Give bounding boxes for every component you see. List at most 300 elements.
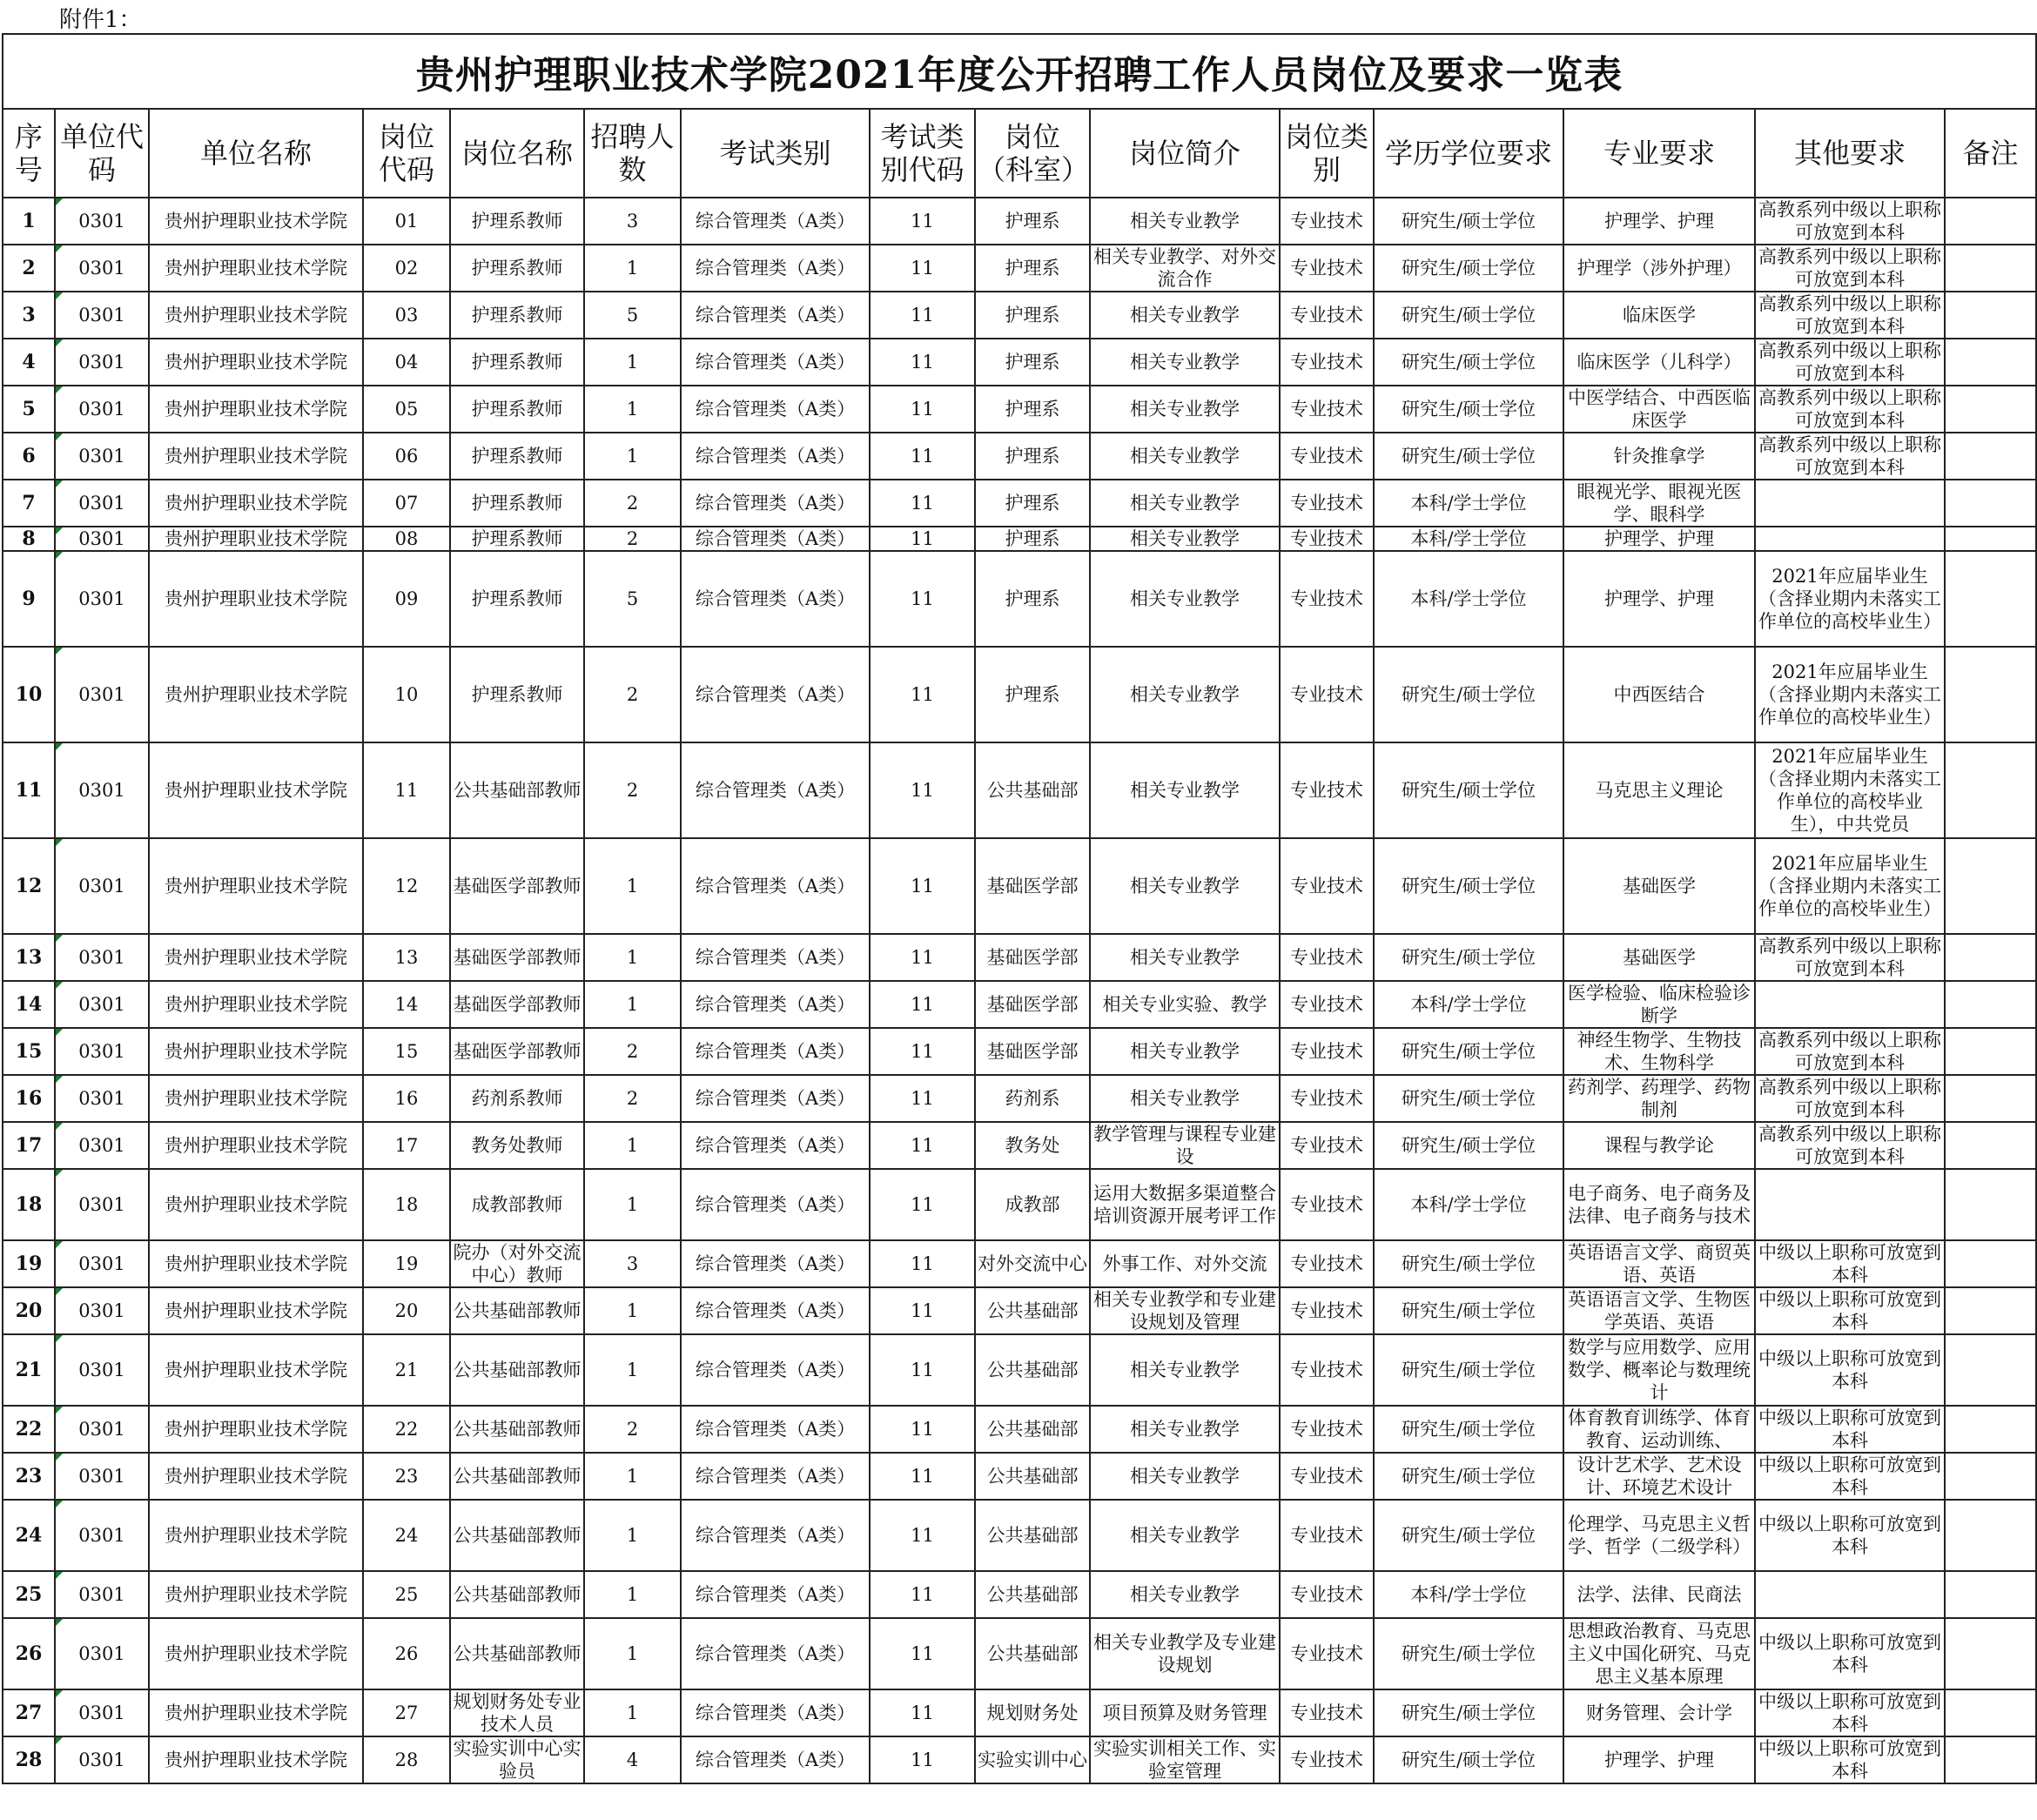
major-cell: 伦理学、马克思主义哲学、哲学（二级学科） — [1563, 1500, 1755, 1571]
recruitment-table — [2, 33, 2037, 1784]
unit-code-cell: 0301 — [55, 1689, 149, 1736]
header-col-post-desc: 岗位简介 — [1090, 109, 1280, 198]
major-cell: 英语语言文学、生物医学英语、英语 — [1563, 1287, 1755, 1334]
post-code-cell: 28 — [363, 1736, 450, 1783]
exam-type-cell: 综合管理类（A类） — [681, 1500, 870, 1571]
education-cell: 研究生/硕士学位 — [1374, 838, 1563, 934]
post-desc-cell: 相关专业教学 — [1090, 1334, 1280, 1406]
post-code-cell: 11 — [363, 742, 450, 838]
post-desc-cell: 相关专业教学 — [1090, 838, 1280, 934]
other-cell: 高教系列中级以上职称可放宽到本科 — [1755, 1028, 1945, 1075]
education-cell: 研究生/硕士学位 — [1374, 339, 1563, 386]
education-cell: 本科/学士学位 — [1374, 981, 1563, 1028]
unit-name-cell: 贵州护理职业技术学院 — [149, 433, 363, 480]
table-body — [3, 198, 2036, 1783]
post-desc-cell: 相关专业教学 — [1090, 1453, 1280, 1500]
post-desc-cell: 实验实训相关工作、实验室管理 — [1090, 1736, 1280, 1783]
post-desc-cell: 相关专业教学 — [1090, 198, 1280, 245]
exam-type-cell: 综合管理类（A类） — [681, 742, 870, 838]
unit-name-cell: 贵州护理职业技术学院 — [149, 1500, 363, 1571]
unit-code-cell: 0301 — [55, 1406, 149, 1453]
education-cell: 研究生/硕士学位 — [1374, 1287, 1563, 1334]
exam-type-cell: 综合管理类（A类） — [681, 1287, 870, 1334]
other-cell: 高教系列中级以上职称可放宽到本科 — [1755, 934, 1945, 981]
count-cell: 2 — [584, 1028, 681, 1075]
education-cell: 研究生/硕士学位 — [1374, 1453, 1563, 1500]
header-col-exam-code: 考试类别代码 — [870, 109, 975, 198]
attachment-label: 附件1： — [59, 7, 142, 33]
remarks-cell — [1945, 1406, 2036, 1453]
unit-name-cell: 贵州护理职业技术学院 — [149, 480, 363, 527]
unit-name-cell: 贵州护理职业技术学院 — [149, 1571, 363, 1618]
major-cell: 电子商务、电子商务及法律、电子商务与技术 — [1563, 1169, 1755, 1240]
seq-cell: 11 — [3, 742, 55, 838]
exam-code-cell: 11 — [870, 292, 975, 339]
post-category-cell: 专业技术 — [1280, 1169, 1374, 1240]
education-cell: 研究生/硕士学位 — [1374, 245, 1563, 292]
count-cell: 1 — [584, 1122, 681, 1169]
education-cell: 本科/学士学位 — [1374, 527, 1563, 551]
unit-name-cell: 贵州护理职业技术学院 — [149, 386, 363, 433]
dept-cell: 成教部 — [975, 1169, 1090, 1240]
unit-name-cell: 贵州护理职业技术学院 — [149, 1287, 363, 1334]
post-name-cell: 成教部教师 — [450, 1169, 584, 1240]
major-cell: 护理学、护理 — [1563, 198, 1755, 245]
unit-code-cell: 0301 — [55, 1571, 149, 1618]
count-cell: 1 — [584, 1453, 681, 1500]
remarks-cell — [1945, 339, 2036, 386]
post-category-cell: 专业技术 — [1280, 527, 1374, 551]
post-category-cell: 专业技术 — [1280, 1240, 1374, 1287]
unit-name-cell: 贵州护理职业技术学院 — [149, 934, 363, 981]
post-name-cell: 护理系教师 — [450, 292, 584, 339]
post-desc-cell: 相关专业教学和专业建设规划及管理 — [1090, 1287, 1280, 1334]
post-code-cell: 08 — [363, 527, 450, 551]
count-cell: 1 — [584, 934, 681, 981]
dept-cell: 基础医学部 — [975, 1028, 1090, 1075]
major-cell: 临床医学（儿科学） — [1563, 339, 1755, 386]
table-row — [3, 934, 2036, 981]
exam-code-cell: 11 — [870, 1453, 975, 1500]
exam-type-cell: 综合管理类（A类） — [681, 198, 870, 245]
exam-type-cell: 综合管理类（A类） — [681, 1240, 870, 1287]
unit-name-cell: 贵州护理职业技术学院 — [149, 198, 363, 245]
dept-cell: 公共基础部 — [975, 1618, 1090, 1689]
post-category-cell: 专业技术 — [1280, 1075, 1374, 1122]
other-cell: 高教系列中级以上职称可放宽到本科 — [1755, 339, 1945, 386]
education-cell: 研究生/硕士学位 — [1374, 1028, 1563, 1075]
seq-cell: 10 — [3, 647, 55, 742]
exam-code-cell: 11 — [870, 742, 975, 838]
major-cell: 设计艺术学、艺术设计、环境艺术设计 — [1563, 1453, 1755, 1500]
other-cell — [1755, 527, 1945, 551]
seq-cell: 9 — [3, 551, 55, 647]
post-code-cell: 04 — [363, 339, 450, 386]
post-name-cell: 护理系教师 — [450, 551, 584, 647]
post-category-cell: 专业技术 — [1280, 480, 1374, 527]
post-code-cell: 01 — [363, 198, 450, 245]
remarks-cell — [1945, 433, 2036, 480]
exam-code-cell: 11 — [870, 1406, 975, 1453]
post-code-cell: 17 — [363, 1122, 450, 1169]
unit-code-cell: 0301 — [55, 1334, 149, 1406]
major-cell: 体育教育训练学、体育教育、运动训练、 — [1563, 1406, 1755, 1453]
post-desc-cell: 相关专业教学 — [1090, 480, 1280, 527]
post-category-cell: 专业技术 — [1280, 838, 1374, 934]
other-cell — [1755, 1169, 1945, 1240]
remarks-cell — [1945, 198, 2036, 245]
unit-name-cell: 贵州护理职业技术学院 — [149, 292, 363, 339]
seq-cell: 15 — [3, 1028, 55, 1075]
post-name-cell: 公共基础部教师 — [450, 1618, 584, 1689]
remarks-cell — [1945, 1122, 2036, 1169]
count-cell: 1 — [584, 838, 681, 934]
post-category-cell: 专业技术 — [1280, 1500, 1374, 1571]
post-code-cell: 16 — [363, 1075, 450, 1122]
other-cell — [1755, 480, 1945, 527]
post-category-cell: 专业技术 — [1280, 292, 1374, 339]
post-desc-cell: 相关专业教学 — [1090, 742, 1280, 838]
exam-code-cell: 11 — [870, 1500, 975, 1571]
header-col-unit-name: 单位名称 — [149, 109, 363, 198]
count-cell: 2 — [584, 527, 681, 551]
major-cell: 基础医学 — [1563, 934, 1755, 981]
count-cell: 1 — [584, 1334, 681, 1406]
seq-cell: 19 — [3, 1240, 55, 1287]
dept-cell: 规划财务处 — [975, 1689, 1090, 1736]
unit-code-cell: 0301 — [55, 742, 149, 838]
major-cell: 思想政治教育、马克思主义中国化研究、马克思主义基本原理 — [1563, 1618, 1755, 1689]
exam-code-cell: 11 — [870, 386, 975, 433]
dept-cell: 公共基础部 — [975, 1287, 1090, 1334]
dept-cell: 基础医学部 — [975, 838, 1090, 934]
unit-code-cell: 0301 — [55, 292, 149, 339]
post-desc-cell: 相关专业教学及专业建设规划 — [1090, 1618, 1280, 1689]
remarks-cell — [1945, 1453, 2036, 1500]
unit-code-cell: 0301 — [55, 527, 149, 551]
seq-cell: 16 — [3, 1075, 55, 1122]
table-row — [3, 1334, 2036, 1406]
unit-name-cell: 贵州护理职业技术学院 — [149, 647, 363, 742]
major-cell: 临床医学 — [1563, 292, 1755, 339]
post-desc-cell: 相关专业教学 — [1090, 1571, 1280, 1618]
post-desc-cell: 相关专业教学 — [1090, 1406, 1280, 1453]
unit-code-cell: 0301 — [55, 1240, 149, 1287]
post-desc-cell: 教学管理与课程专业建设 — [1090, 1122, 1280, 1169]
exam-code-cell: 11 — [870, 981, 975, 1028]
exam-type-cell: 综合管理类（A类） — [681, 647, 870, 742]
post-name-cell: 公共基础部教师 — [450, 742, 584, 838]
count-cell: 2 — [584, 742, 681, 838]
exam-type-cell: 综合管理类（A类） — [681, 934, 870, 981]
unit-code-cell: 0301 — [55, 1736, 149, 1783]
dept-cell: 实验实训中心 — [975, 1736, 1090, 1783]
post-code-cell: 10 — [363, 647, 450, 742]
education-cell: 研究生/硕士学位 — [1374, 1122, 1563, 1169]
post-category-cell: 专业技术 — [1280, 1618, 1374, 1689]
remarks-cell — [1945, 1169, 2036, 1240]
seq-cell: 20 — [3, 1287, 55, 1334]
header-col-major: 专业要求 — [1563, 109, 1755, 198]
exam-code-cell: 11 — [870, 1334, 975, 1406]
post-category-cell: 专业技术 — [1280, 1334, 1374, 1406]
post-name-cell: 公共基础部教师 — [450, 1287, 584, 1334]
post-category-cell: 专业技术 — [1280, 386, 1374, 433]
table-row — [3, 245, 2036, 292]
post-category-cell: 专业技术 — [1280, 339, 1374, 386]
other-cell: 中级以上职称可放宽到本科 — [1755, 1287, 1945, 1334]
major-cell: 护理学、护理 — [1563, 527, 1755, 551]
post-desc-cell: 外事工作、对外交流 — [1090, 1240, 1280, 1287]
other-cell: 中级以上职称可放宽到本科 — [1755, 1406, 1945, 1453]
exam-code-cell: 11 — [870, 1240, 975, 1287]
exam-code-cell: 11 — [870, 1571, 975, 1618]
exam-code-cell: 11 — [870, 527, 975, 551]
header-row — [3, 109, 2036, 198]
unit-code-cell: 0301 — [55, 551, 149, 647]
exam-type-cell: 综合管理类（A类） — [681, 1736, 870, 1783]
exam-code-cell: 11 — [870, 245, 975, 292]
dept-cell: 护理系 — [975, 386, 1090, 433]
other-cell: 2021年应届毕业生（含择业期内未落实工作单位的高校毕业生） — [1755, 647, 1945, 742]
post-name-cell: 院办（对外交流中心）教师 — [450, 1240, 584, 1287]
exam-code-cell: 11 — [870, 1618, 975, 1689]
remarks-cell — [1945, 1689, 2036, 1736]
post-category-cell: 专业技术 — [1280, 1122, 1374, 1169]
post-category-cell: 专业技术 — [1280, 245, 1374, 292]
post-name-cell: 护理系教师 — [450, 527, 584, 551]
post-code-cell: 12 — [363, 838, 450, 934]
post-category-cell: 专业技术 — [1280, 433, 1374, 480]
post-desc-cell: 相关专业教学 — [1090, 433, 1280, 480]
post-name-cell: 护理系教师 — [450, 386, 584, 433]
post-code-cell: 19 — [363, 1240, 450, 1287]
major-cell: 数学与应用数学、应用数学、概率论与数理统计 — [1563, 1334, 1755, 1406]
dept-cell: 护理系 — [975, 292, 1090, 339]
unit-name-cell: 贵州护理职业技术学院 — [149, 1618, 363, 1689]
unit-name-cell: 贵州护理职业技术学院 — [149, 1075, 363, 1122]
exam-type-cell: 综合管理类（A类） — [681, 292, 870, 339]
remarks-cell — [1945, 838, 2036, 934]
post-desc-cell: 相关专业教学 — [1090, 647, 1280, 742]
header-col-seq: 序号 — [3, 109, 55, 198]
unit-code-cell: 0301 — [55, 386, 149, 433]
post-code-cell: 07 — [363, 480, 450, 527]
post-name-cell: 公共基础部教师 — [450, 1500, 584, 1571]
unit-code-cell: 0301 — [55, 1075, 149, 1122]
count-cell: 1 — [584, 1287, 681, 1334]
seq-cell: 26 — [3, 1618, 55, 1689]
table-row — [3, 742, 2036, 838]
dept-cell: 护理系 — [975, 198, 1090, 245]
post-code-cell: 14 — [363, 981, 450, 1028]
table-row — [3, 1453, 2036, 1500]
exam-type-cell: 综合管理类（A类） — [681, 551, 870, 647]
table-row — [3, 339, 2036, 386]
education-cell: 研究生/硕士学位 — [1374, 198, 1563, 245]
dept-cell: 护理系 — [975, 647, 1090, 742]
table-row — [3, 981, 2036, 1028]
exam-type-cell: 综合管理类（A类） — [681, 1571, 870, 1618]
education-cell: 研究生/硕士学位 — [1374, 1406, 1563, 1453]
post-category-cell: 专业技术 — [1280, 1406, 1374, 1453]
seq-cell: 4 — [3, 339, 55, 386]
count-cell: 2 — [584, 647, 681, 742]
exam-code-cell: 11 — [870, 1689, 975, 1736]
post-category-cell: 专业技术 — [1280, 647, 1374, 742]
seq-cell: 13 — [3, 934, 55, 981]
post-name-cell: 基础医学部教师 — [450, 838, 584, 934]
dept-cell: 教务处 — [975, 1122, 1090, 1169]
remarks-cell — [1945, 1075, 2036, 1122]
post-name-cell: 基础医学部教师 — [450, 981, 584, 1028]
post-name-cell: 护理系教师 — [450, 480, 584, 527]
remarks-cell — [1945, 292, 2036, 339]
dept-cell: 公共基础部 — [975, 1453, 1090, 1500]
remarks-cell — [1945, 647, 2036, 742]
post-desc-cell: 相关专业教学 — [1090, 1500, 1280, 1571]
table-row — [3, 1406, 2036, 1453]
table-row — [3, 1169, 2036, 1240]
unit-name-cell: 贵州护理职业技术学院 — [149, 1406, 363, 1453]
exam-type-cell: 综合管理类（A类） — [681, 527, 870, 551]
exam-code-cell: 11 — [870, 1075, 975, 1122]
unit-code-cell: 0301 — [55, 1122, 149, 1169]
unit-name-cell: 贵州护理职业技术学院 — [149, 245, 363, 292]
post-name-cell: 教务处教师 — [450, 1122, 584, 1169]
dept-cell: 对外交流中心 — [975, 1240, 1090, 1287]
seq-cell: 14 — [3, 981, 55, 1028]
count-cell: 5 — [584, 551, 681, 647]
unit-code-cell: 0301 — [55, 1028, 149, 1075]
post-code-cell: 02 — [363, 245, 450, 292]
unit-name-cell: 贵州护理职业技术学院 — [149, 527, 363, 551]
other-cell — [1755, 1571, 1945, 1618]
dept-cell: 护理系 — [975, 480, 1090, 527]
education-cell: 本科/学士学位 — [1374, 480, 1563, 527]
education-cell: 研究生/硕士学位 — [1374, 1736, 1563, 1783]
other-cell: 2021年应届毕业生（含择业期内未落实工作单位的高校毕业生） — [1755, 838, 1945, 934]
header-col-post-name: 岗位名称 — [450, 109, 584, 198]
exam-code-cell: 11 — [870, 1169, 975, 1240]
count-cell: 3 — [584, 1240, 681, 1287]
other-cell: 中级以上职称可放宽到本科 — [1755, 1618, 1945, 1689]
post-name-cell: 护理系教师 — [450, 433, 584, 480]
post-category-cell: 专业技术 — [1280, 1028, 1374, 1075]
seq-cell: 8 — [3, 527, 55, 551]
unit-name-cell: 贵州护理职业技术学院 — [149, 1122, 363, 1169]
unit-code-cell: 0301 — [55, 480, 149, 527]
exam-type-cell: 综合管理类（A类） — [681, 1618, 870, 1689]
unit-code-cell: 0301 — [55, 1169, 149, 1240]
post-code-cell: 24 — [363, 1500, 450, 1571]
remarks-cell — [1945, 934, 2036, 981]
table-row — [3, 198, 2036, 245]
post-category-cell: 专业技术 — [1280, 1287, 1374, 1334]
count-cell: 4 — [584, 1736, 681, 1783]
post-name-cell: 基础医学部教师 — [450, 1028, 584, 1075]
count-cell: 1 — [584, 245, 681, 292]
table-row — [3, 1500, 2036, 1571]
seq-cell: 18 — [3, 1169, 55, 1240]
count-cell: 1 — [584, 386, 681, 433]
other-cell: 中级以上职称可放宽到本科 — [1755, 1500, 1945, 1571]
post-desc-cell: 相关专业教学、对外交流合作 — [1090, 245, 1280, 292]
post-name-cell: 公共基础部教师 — [450, 1571, 584, 1618]
post-desc-cell: 相关专业教学 — [1090, 339, 1280, 386]
header-col-education: 学历学位要求 — [1374, 109, 1563, 198]
dept-cell: 公共基础部 — [975, 1334, 1090, 1406]
unit-code-cell: 0301 — [55, 934, 149, 981]
exam-type-cell: 综合管理类（A类） — [681, 1689, 870, 1736]
post-name-cell: 护理系教师 — [450, 647, 584, 742]
major-cell: 护理学、护理 — [1563, 1736, 1755, 1783]
post-desc-cell: 相关专业教学 — [1090, 934, 1280, 981]
unit-code-cell: 0301 — [55, 433, 149, 480]
education-cell: 本科/学士学位 — [1374, 551, 1563, 647]
post-code-cell: 25 — [363, 1571, 450, 1618]
major-cell: 财务管理、会计学 — [1563, 1689, 1755, 1736]
post-category-cell: 专业技术 — [1280, 1736, 1374, 1783]
major-cell: 中医学结合、中西医临床医学 — [1563, 386, 1755, 433]
post-name-cell: 公共基础部教师 — [450, 1334, 584, 1406]
remarks-cell — [1945, 551, 2036, 647]
dept-cell: 护理系 — [975, 551, 1090, 647]
post-desc-cell: 相关专业教学 — [1090, 551, 1280, 647]
post-name-cell: 规划财务处专业技术人员 — [450, 1689, 584, 1736]
header-col-dept: 岗位（科室） — [975, 109, 1090, 198]
unit-name-cell: 贵州护理职业技术学院 — [149, 1334, 363, 1406]
major-cell: 法学、法律、民商法 — [1563, 1571, 1755, 1618]
major-cell: 英语语言文学、商贸英语、英语 — [1563, 1240, 1755, 1287]
header-col-exam-type: 考试类别 — [681, 109, 870, 198]
unit-code-cell: 0301 — [55, 1287, 149, 1334]
remarks-cell — [1945, 527, 2036, 551]
exam-code-cell: 11 — [870, 480, 975, 527]
seq-cell: 22 — [3, 1406, 55, 1453]
post-code-cell: 03 — [363, 292, 450, 339]
major-cell: 神经生物学、生物技术、生物科学 — [1563, 1028, 1755, 1075]
post-desc-cell: 相关专业教学 — [1090, 1028, 1280, 1075]
exam-code-cell: 11 — [870, 1736, 975, 1783]
other-cell: 2021年应届毕业生（含择业期内未落实工作单位的高校毕业生） — [1755, 551, 1945, 647]
post-desc-cell: 运用大数据多渠道整合培训资源开展考评工作 — [1090, 1169, 1280, 1240]
post-name-cell: 护理系教师 — [450, 245, 584, 292]
seq-cell: 25 — [3, 1571, 55, 1618]
table-row — [3, 480, 2036, 527]
unit-code-cell: 0301 — [55, 1500, 149, 1571]
remarks-cell — [1945, 480, 2036, 527]
education-cell: 研究生/硕士学位 — [1374, 1240, 1563, 1287]
exam-code-cell: 11 — [870, 551, 975, 647]
unit-code-cell: 0301 — [55, 339, 149, 386]
count-cell: 1 — [584, 1618, 681, 1689]
exam-code-cell: 11 — [870, 647, 975, 742]
remarks-cell — [1945, 1287, 2036, 1334]
unit-name-cell: 贵州护理职业技术学院 — [149, 551, 363, 647]
table-row — [3, 1240, 2036, 1287]
post-code-cell: 06 — [363, 433, 450, 480]
post-category-cell: 专业技术 — [1280, 1689, 1374, 1736]
table-row — [3, 551, 2036, 647]
education-cell: 研究生/硕士学位 — [1374, 742, 1563, 838]
exam-type-cell: 综合管理类（A类） — [681, 433, 870, 480]
table-row — [3, 1736, 2036, 1783]
exam-code-cell: 11 — [870, 339, 975, 386]
major-cell: 护理学（涉外护理） — [1563, 245, 1755, 292]
table-row — [3, 1028, 2036, 1075]
count-cell: 1 — [584, 1571, 681, 1618]
